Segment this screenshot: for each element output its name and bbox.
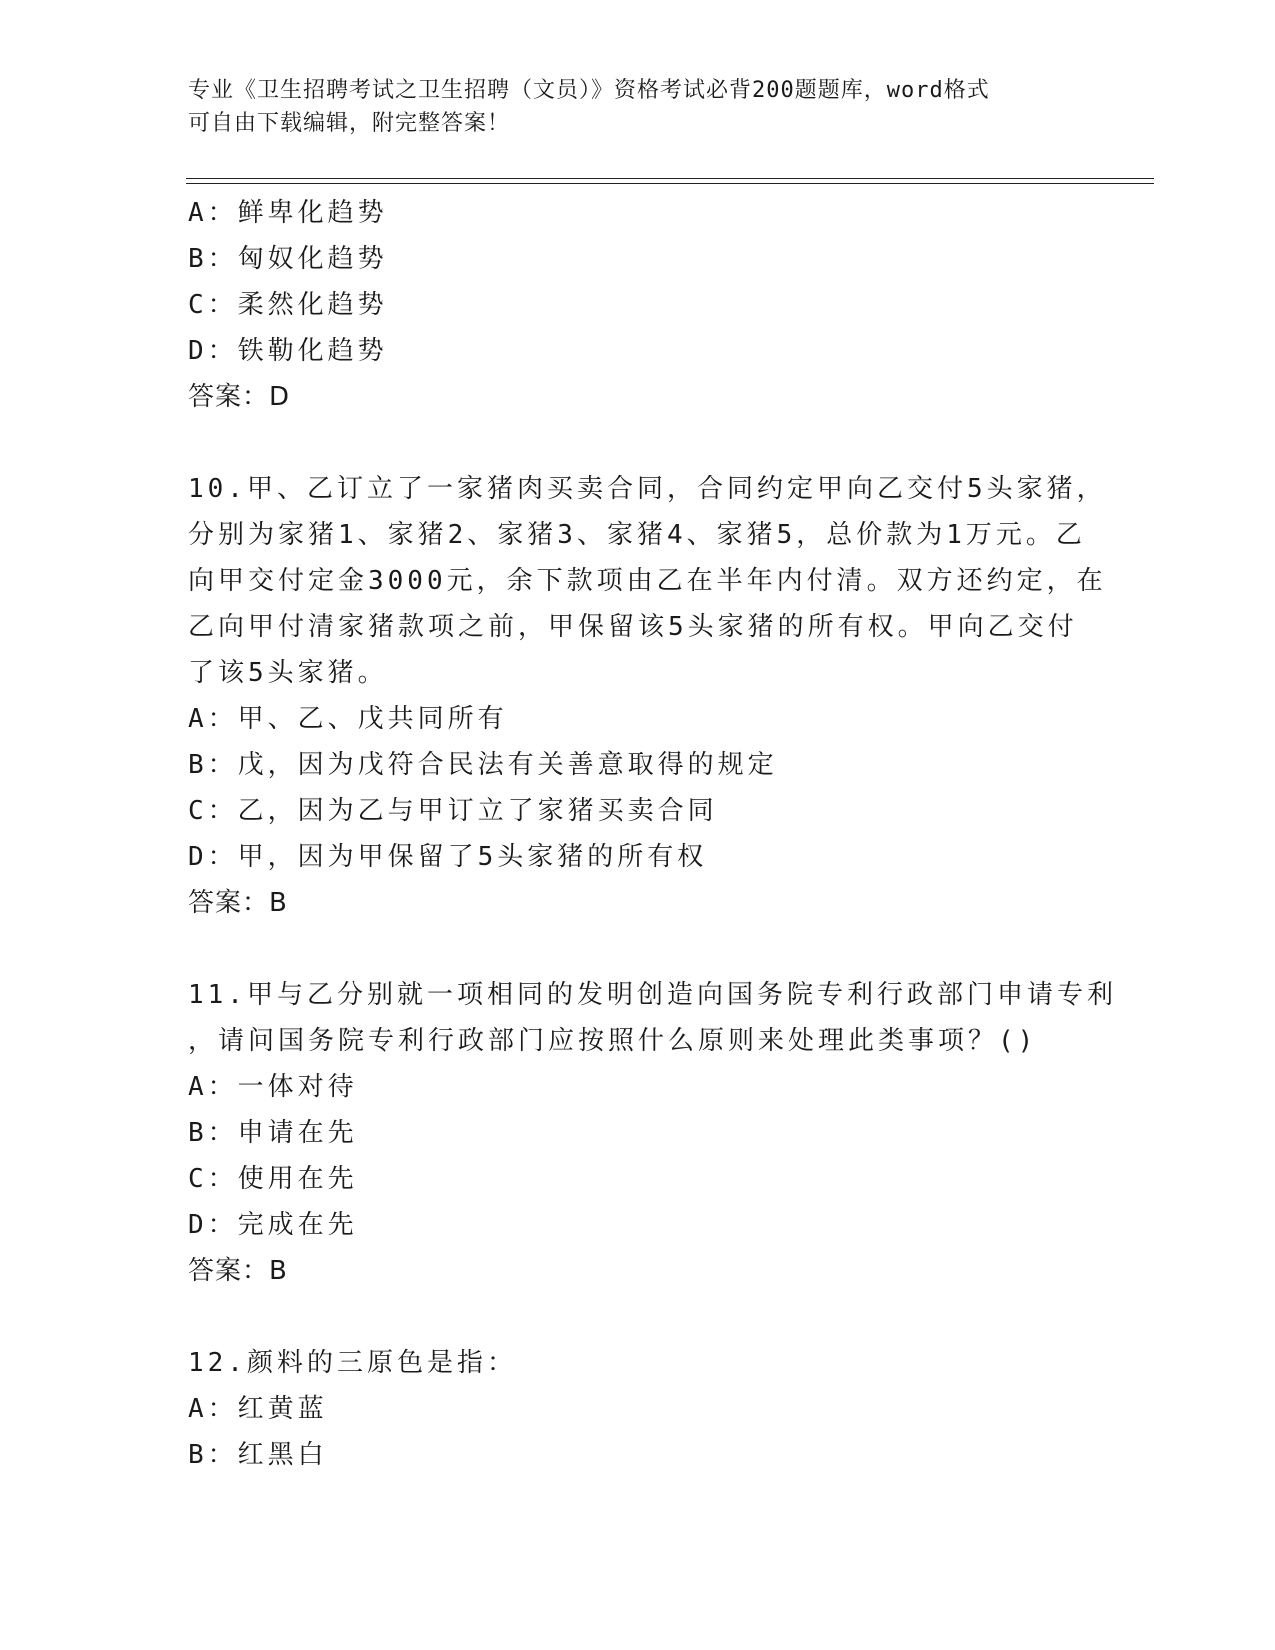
spacer <box>188 926 1088 972</box>
header-divider-top <box>186 178 1154 179</box>
q11-stem-line: 11.甲与乙分别就一项相同的发明创造向国务院专利行政部门申请专利 <box>188 980 1117 1010</box>
q11-option-c: C：使用在先 <box>188 1164 358 1194</box>
q10-stem-line: 了该5头家猪。 <box>188 658 388 688</box>
question-list <box>188 190 1117 1478</box>
q10-stem-line: 向甲交付定金3000元，余下款项由乙在半年内付清。双方还约定，在 <box>188 566 1107 596</box>
spacer <box>188 420 1088 466</box>
document-header <box>188 74 1088 140</box>
question-9 <box>188 190 1088 420</box>
q10-option-a: A：甲、乙、戊共同所有 <box>188 704 508 734</box>
q11-stem-line: ，请问国务院专利行政部门应按照什么原则来处理此类事项？() <box>188 1026 1038 1056</box>
q12-option-a: A：红黄蓝 <box>188 1394 328 1424</box>
q10-stem-line: 分别为家猪1、家猪2、家猪3、家猪4、家猪5，总价款为1万元。乙 <box>188 520 1086 550</box>
header-line-1: 专业《卫生招聘考试之卫生招聘（文员）》资格考试必背200题题库，word格式 <box>188 78 990 103</box>
q11-option-d: D：完成在先 <box>188 1210 358 1240</box>
q11-option-a: A：一体对待 <box>188 1072 358 1102</box>
q10-option-d: D：甲，因为甲保留了5头家猪的所有权 <box>188 842 708 872</box>
q10-option-b: B：戊，因为戊符合民法有关善意取得的规定 <box>188 750 778 780</box>
spacer <box>188 1294 1088 1340</box>
q10-stem-line: 乙向甲付清家猪款项之前，甲保留该5头家猪的所有权。甲向乙交付 <box>188 612 1078 642</box>
q10-stem-line: 10.甲、乙订立了一家猪肉买卖合同，合同约定甲向乙交付5头家猪， <box>188 474 1107 504</box>
q9-option-c: C：柔然化趋势 <box>188 290 388 320</box>
question-12 <box>188 1340 1088 1478</box>
q11-option-b: B：申请在先 <box>188 1118 358 1148</box>
q9-answer: 答案：D <box>188 382 291 412</box>
q10-option-c: C：乙，因为乙与甲订立了家猪买卖合同 <box>188 796 718 826</box>
q9-option-a: A：鲜卑化趋势 <box>188 198 388 228</box>
q12-option-b: B：红黑白 <box>188 1440 328 1470</box>
q11-answer: 答案：B <box>188 1256 288 1286</box>
header-line-2: 可自由下载编辑，附完整答案！ <box>188 111 511 136</box>
q9-option-d: D：铁勒化趋势 <box>188 336 388 366</box>
q12-stem-line: 12.颜料的三原色是指： <box>188 1348 517 1378</box>
question-11 <box>188 972 1117 1294</box>
question-10 <box>188 466 1107 926</box>
q9-option-b: B：匈奴化趋势 <box>188 244 388 274</box>
q10-answer: 答案：B <box>188 888 288 918</box>
header-divider-bottom <box>186 183 1154 184</box>
